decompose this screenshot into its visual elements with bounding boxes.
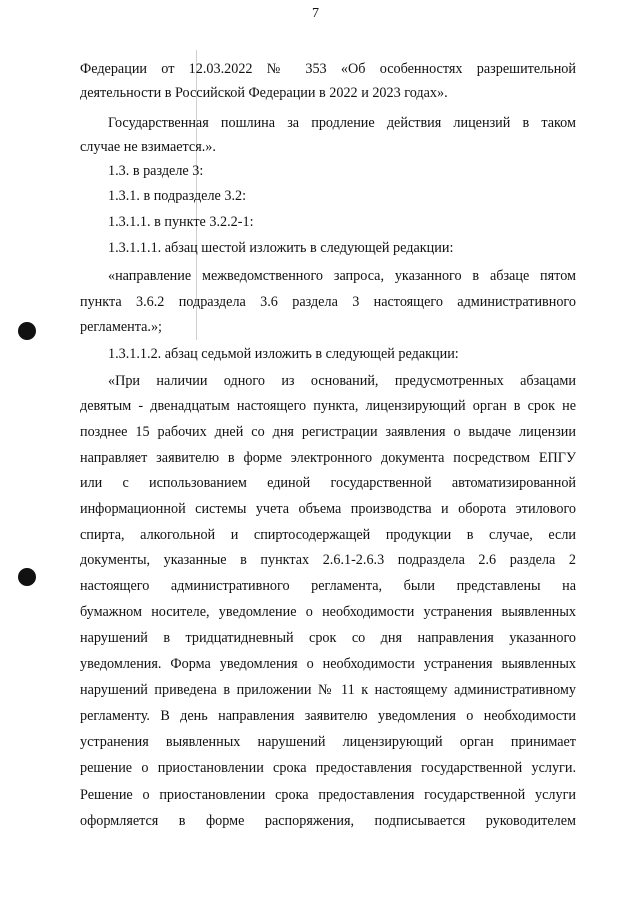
text-line: документы, указанные в пунктах 2.6.1-2.6.3 подраздела 2.6 раздела 2 (80, 552, 576, 568)
text-line: 1.3.1. в подразделе 3.2: (108, 188, 247, 204)
text-line: Решение о приостановлении срока предоставления государственной услуги (80, 787, 576, 803)
text-line: пункта 3.6.2 подраздела 3.6 раздела 3 настоящего административного (80, 294, 576, 310)
text-line: 1.3.1.1. в пункте 3.2.2-1: (108, 214, 254, 230)
text-line: Федерации от 12.03.2022 № 353 «Об особенностях разрешительной (80, 61, 576, 77)
punch-hole (18, 322, 36, 340)
text-line: нарушений в тридцатидневный срок со дня направления указанного (80, 630, 576, 646)
punch-hole (18, 568, 36, 586)
text-line: Государственная пошлина за продление действия лицензий в таком (108, 115, 576, 131)
page-number: 7 (312, 6, 319, 21)
text-line: «При наличии одного из оснований, предусмотренных абзацами (108, 373, 576, 389)
text-line: «направление межведомственного запроса, указанного в абзаце пятом (108, 268, 576, 284)
text-line: девятым - двенадцатым настоящего пункта, лицензирующий орган в срок не (80, 398, 576, 414)
text-line: уведомления. Форма уведомления о необходимости устранения выявленных (80, 656, 576, 672)
text-line: случае не взимается.». (80, 139, 216, 155)
text-line: решение о приостановлении срока предоставления государственной услуги. (80, 760, 576, 776)
text-line: позднее 15 рабочих дней со дня регистрации заявления о выдаче лицензии (80, 424, 576, 440)
text-line: нарушений приведена в приложении № 11 к настоящему административному (80, 682, 576, 698)
text-line: оформляется в форме распоряжения, подписывается руководителем (80, 813, 576, 829)
text-line: 1.3. в разделе 3: (108, 163, 204, 179)
text-line: бумажном носителе, уведомление о необходимости устранения выявленных (80, 604, 576, 620)
text-line: устранения выявленных нарушений лицензирующий орган принимает (80, 734, 576, 750)
text-line: или с использованием единой государственной автоматизированной (80, 475, 576, 491)
text-line: деятельности в Российской Федерации в 2022 и 2023 годах». (80, 85, 448, 101)
text-line: настоящего административного регламента, были представлены на (80, 578, 576, 594)
text-line: направляет заявителю в форме электронного документа посредством ЕПГУ (80, 450, 576, 466)
text-line: 1.3.1.1.2. абзац седьмой изложить в следующей редакции: (108, 346, 459, 362)
text-line: регламенту. В день направления заявителю уведомления о необходимости (80, 708, 576, 724)
text-line: регламента.»; (80, 319, 162, 335)
text-line: 1.3.1.1.1. абзац шестой изложить в следующей редакции: (108, 240, 454, 256)
text-line: информационной системы учета объема производства и оборота этилового (80, 501, 576, 517)
text-line: спирта, алкогольной и спиртосодержащей продукции в случае, если (80, 527, 576, 543)
